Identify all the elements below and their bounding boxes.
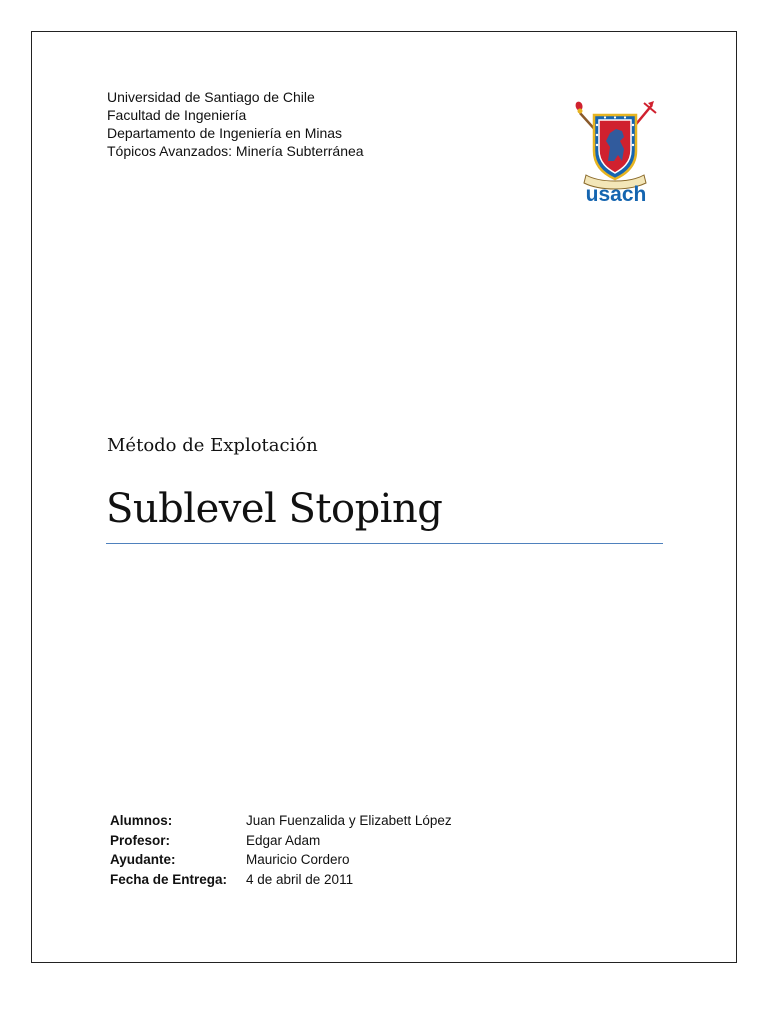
info-label: Ayudante:: [110, 852, 176, 867]
faculty-name: Facultad de Ingeniería: [107, 107, 247, 123]
course-name: Tópicos Avanzados: Minería Subterránea: [107, 143, 364, 159]
document-subtitle: Método de Explotación: [107, 435, 318, 456]
info-value: Mauricio Cordero: [246, 852, 350, 867]
author-info-table: [110, 811, 452, 889]
institution-header: [107, 88, 364, 160]
department-name: Departamento de Ingeniería en Minas: [107, 125, 343, 141]
document-title: Sublevel Stoping: [106, 486, 443, 532]
info-row-profesor: [110, 831, 452, 851]
usach-wordmark: usach: [585, 183, 647, 206]
university-name: Universidad de Santiago de Chile: [107, 89, 315, 105]
info-label: Profesor:: [110, 832, 171, 848]
info-label: Alumnos:: [110, 813, 173, 828]
title-underline: [106, 543, 663, 544]
info-row-ayudante: [110, 850, 452, 870]
info-row-alumnos: [110, 811, 452, 831]
info-label: Fecha de Entrega:: [110, 871, 228, 887]
info-row-fecha: [110, 870, 452, 890]
info-value: 4 de abril de 2011: [246, 871, 354, 887]
shield-icon: [594, 115, 636, 179]
info-value: Juan Fuenzalida y Elizabett López: [246, 813, 452, 828]
info-value: Edgar Adam: [246, 832, 321, 848]
